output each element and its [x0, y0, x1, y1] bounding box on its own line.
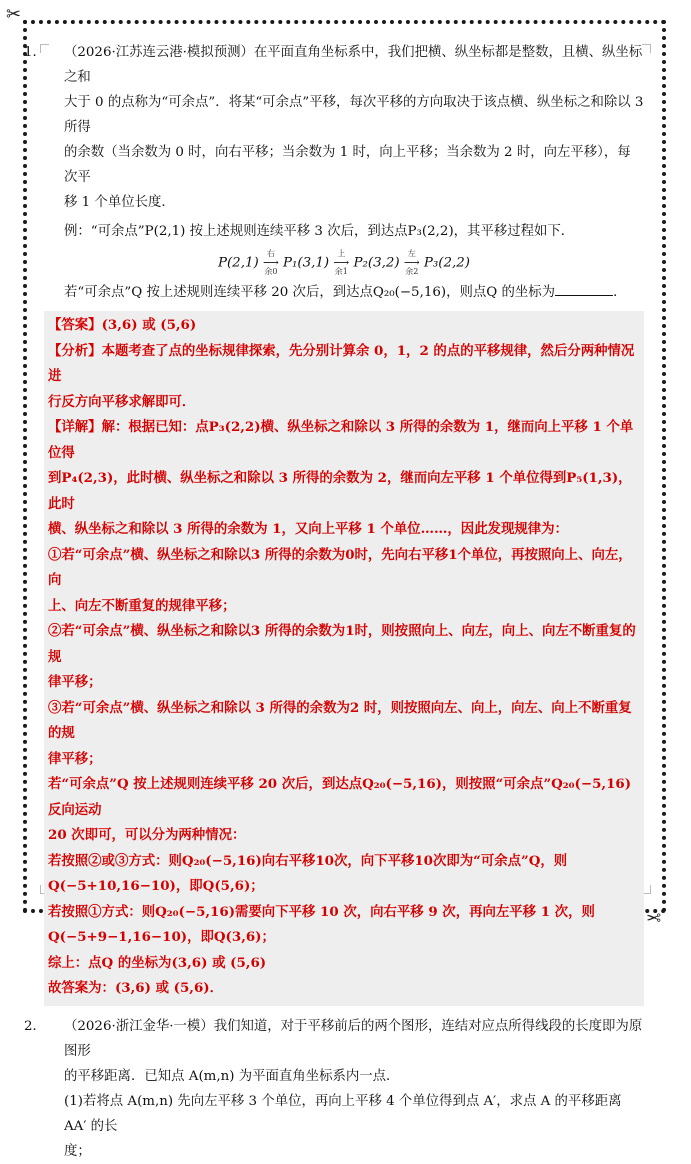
detail-line: 20 次即可，可以分为两种情况：	[48, 827, 246, 843]
translation-formula	[44, 250, 644, 276]
arrow-right-icon: 上 ⟶ 余1	[333, 249, 350, 276]
question-number: 1．	[24, 45, 46, 60]
detail-line: 【详解】解：根据已知：点P₃(2,2)横、纵坐标之和除以 3 所得的余数为 1，继而向上平移 1 个单位得	[48, 419, 634, 461]
answer-label: 【答案】	[48, 317, 102, 333]
detail-line: 若按照①方式：则Q₂₀(−5,16)需要向下平移 10 次，向右平移 9 次，再向左平移 1 次，则	[48, 903, 595, 920]
analysis-label: 【分析】	[48, 342, 102, 359]
analysis-line: 【分析】本题考查了点的坐标规律探索，先分别计算余 0，1，2 的点的平移规律，然后分两种情况进	[48, 342, 635, 384]
question-1	[24, 40, 644, 305]
answer-text: (3,6) 或 (5,6)	[101, 317, 197, 333]
formula-point: P₁(3,1)	[283, 255, 330, 271]
arrow-right-icon: 右 ⟶ 余0	[262, 249, 279, 276]
sub-question-line: (1)若将点 A(m,n) 先向左平移 3 个单位，再向上平移 4 个单位得到点 A′，求点 A 的平移距离 AA′ 的长	[64, 1093, 622, 1134]
question-2-line: 的平移距离．已知点 A(m,n) 为平面直角坐标系内一点．	[64, 1068, 400, 1084]
formula-point: P₂(3,2)	[353, 255, 400, 271]
question-prompt: 若“可余点”Q 按上述规则连续平移 20 次后，到达点Q₂₀(−5,16)，则点Q 的坐标为 ．	[44, 280, 644, 305]
sub-question-line: 度；	[64, 1143, 91, 1159]
detail-line: 若“可余点”Q 按上述规则连续平移 20 次后，到达点Q₂₀(−5,16)，则按照“可余点”Q₂₀(−5,16)反向运动	[48, 776, 632, 818]
scissors-icon: ✂	[6, 4, 22, 25]
example-text: 例：“可余点”P(2,1) 按上述规则连续平移 3 次后，到达点P₃(2,2)，其平移过程如下．	[64, 224, 575, 239]
detail-line: 若按照②或③方式：则Q₂₀(−5,16)向右平移10次，向下平移10次即为“可余点”Q，则	[48, 852, 568, 869]
detail-label: 【详解】	[48, 419, 102, 435]
question-number: 2．	[24, 1018, 46, 1034]
document-content	[24, 40, 644, 1164]
arrow-right-icon: 左 ⟶ 余2	[403, 249, 420, 276]
detail-line: 到P₄(2,3)，此时横、纵坐标之和除以 3 所得的余数为 2，继而向左平移 1 个单位得到P₅(1,3)，此时	[48, 470, 632, 512]
detail-line: ①若“可余点”横、纵坐标之和除以3 所得的余数为0时，先向右平移1个单位，再按照向上、向左，向	[48, 546, 632, 588]
formula-point: P(2,1)	[217, 255, 259, 271]
analysis-line: 行反方向平移求解即可．	[48, 393, 196, 410]
scissors-icon: ✂	[646, 906, 662, 927]
detail-line: ③若“可余点”横、纵坐标之和除以 3 所得的余数为2 时，则按照向左、向上，向左、向上不断重复的规	[48, 699, 632, 741]
question-2	[24, 1014, 644, 1164]
answer-section	[44, 311, 644, 1006]
detail-line: 律平移；	[48, 750, 102, 767]
detail-line: 故答案为：(3,6) 或 (5,6)．	[48, 980, 223, 996]
formula-point: P₃(2,2)	[423, 255, 471, 271]
detail-line: 律平移；	[48, 674, 102, 690]
answer-blank	[555, 281, 613, 296]
detail-line: ②若“可余点”横、纵坐标之和除以3 所得的余数为1时，则按照向上、向左，向上、向左不断重复的规	[48, 623, 636, 665]
question-1-line: 的余数（当余数为 0 时，向右平移；当余数为 1 时，向上平移；当余数为 2 时，向左平移），每次平	[64, 145, 631, 185]
question-2-line: 2． （2026·浙江金华·一模）我们知道，对于平移前后的两个图形，连结对应点所得线段的长度即为原图形	[44, 1014, 644, 1064]
detail-line: 横、纵坐标之和除以 3 所得的余数为 1，又向上平移 1 个单位……，因此发现规律为：	[48, 521, 568, 537]
question-1-line: 大于 0 的点称为“可余点”．将某“可余点”平移，每次平移的方向取决于该点横、纵坐标之和除以 3 所得	[64, 95, 644, 135]
detail-line: Q(−5+10,16−10)，即Q(5,6)；	[48, 878, 264, 894]
detail-line: 综上：点Q 的坐标为(3,6) 或 (5,6)	[48, 954, 267, 971]
detail-line: 上、向左不断重复的规律平移；	[48, 597, 236, 614]
answer-line	[48, 313, 640, 339]
question-1-line: 1． （2026·江苏连云港·模拟预测）在平面直角坐标系中，我们把横、纵坐标都是整数，且横、纵坐标之和	[44, 40, 644, 90]
detail-line: Q(−5+9−1,16−10)，即Q(3,6)；	[48, 929, 275, 945]
question-1-line: 移 1 个单位长度．	[64, 195, 175, 210]
